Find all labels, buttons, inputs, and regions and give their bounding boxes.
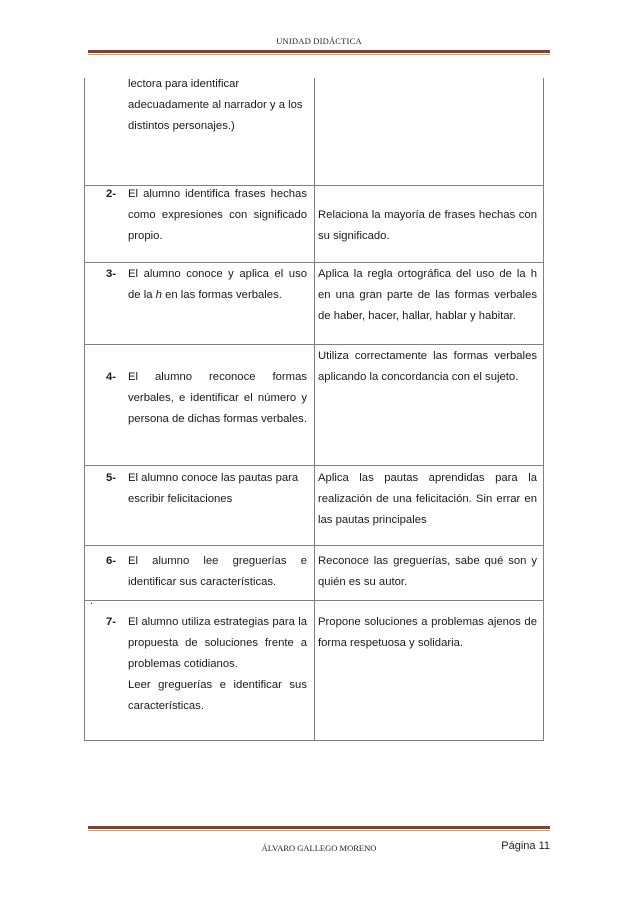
page-number: Página 11 (501, 840, 550, 852)
table-row-divider (84, 344, 543, 345)
header-rule-accent (88, 54, 550, 55)
row-number: 2- (106, 188, 117, 200)
table-row-divider (84, 600, 543, 601)
table-row-divider (84, 465, 543, 466)
page-header-title: UNIDAD DIDÁCTICA (276, 36, 362, 46)
table-row-divider (84, 262, 543, 263)
table-cell-criterion: El alumno utiliza estrategias para la propuesta de soluciones frente a problemas cotidianos. Leer greguerías e identificar sus características. (128, 616, 307, 712)
footer-rule (88, 826, 550, 829)
row-number: 7- (106, 616, 117, 628)
table-cell-criterion: El alumno reconoce formas verbales, e identificar el número y persona de dichas formas verbales. (128, 371, 307, 425)
table-cell-criterion: El alumno conoce y aplica el uso de la h en las formas verbales. (128, 268, 307, 301)
footer-author: ÁLVARO GALLEGO MORENO (261, 843, 377, 853)
row-number: 5- (106, 472, 117, 484)
table-cell-criterion: El alumno lee greguerías e identificar sus características. (128, 555, 307, 588)
table-row-divider (84, 545, 543, 546)
table-cell-criterion: El alumno identifica frases hechas como expresiones con significado propio. (128, 188, 307, 242)
header-rule (88, 50, 550, 53)
table-column-divider (314, 78, 315, 740)
table-cell-indicator: Reconoce las greguerías, sabe qué son y quién es su autor. (318, 555, 537, 588)
row-number: 4- (106, 371, 117, 383)
table-cell-indicator: Propone soluciones a problemas ajenos de forma respetuosa y solidaria. (318, 616, 537, 649)
footer-rule-accent (88, 830, 550, 831)
table-cell-indicator: Aplica la regla ortográfica del uso de la h en una gran parte de las formas verbales de haber, hacer, hallar, hablar y habitar. (318, 268, 537, 322)
stray-mark: . (90, 595, 94, 607)
row-number: 6- (106, 555, 117, 567)
table-cell-criterion: lectora para identificar adecuadamente al narrador y a los distintos personajes.) (128, 78, 303, 132)
table-cell-indicator: Relaciona la mayoría de frases hechas con su significado. (318, 209, 537, 242)
table-cell-indicator: Aplica las pautas aprendidas para la realización de una felicitación. Sin errar en las pautas principales (318, 472, 537, 526)
table-cell-indicator: Utiliza correctamente las formas verbales aplicando la concordancia con el sujeto. (318, 350, 537, 383)
table-cell-criterion: El alumno conoce las pautas para escribir felicitaciones (128, 472, 299, 505)
row-number: 3- (106, 268, 117, 280)
